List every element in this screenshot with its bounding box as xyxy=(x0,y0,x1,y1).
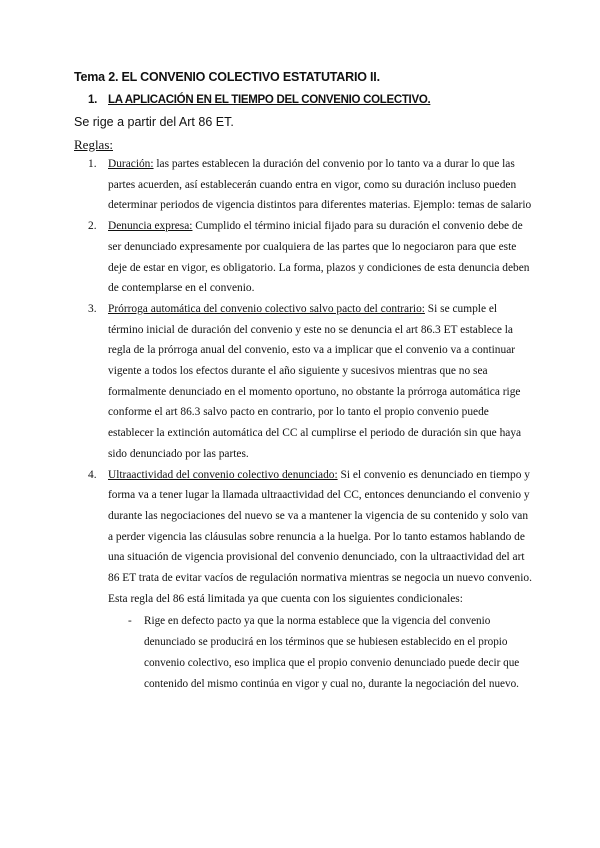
rule-item-1 xyxy=(88,154,533,216)
rule-term: Denuncia expresa: xyxy=(108,220,193,233)
rule-text: Cumplido el término inicial fijado para su duración el convenio debe de ser denunciado expresamente por cualquiera de las partes que lo negociaron para que este deje de estar en vigor, es obligatorio. La forma, plazos y condiciones de esta denuncia deben de contemplarse en el convenio. xyxy=(108,220,530,295)
rule-term: Ultraactividad del convenio colectivo denunciado: xyxy=(108,468,338,481)
rule-text: Si el convenio es denunciado en tiempo y forma va a tener lugar la llamada ultraactividad del CC, entonces denunciando el convenio y durante las negociaciones del nuevo se va a mantener la vigencia de su contenido y solo van a perder vigencia las cláusulas sobre renuncia a la huelga. Por lo tanto estamos hablando de una situación de vigencia provisional del convenio denunciado, con la ultraactividad del art 86 ET trata de evitar vacíos de regulación normativa mientras se negocia un nuevo convenio. Esta regla del 86 está limitada ya que cuenta con los siguientes condicionales: xyxy=(108,468,532,605)
rule-term: Duración: xyxy=(108,158,154,170)
dash-bullet: - xyxy=(128,615,132,628)
rule-text: Si se cumple el término inicial de duración del convenio y este no se denuncia el art 86.3 ET establece la regla de la prórroga anual del convenio, esto va a implicar que el convenio va a continuar vigente a todos los efectos durante el año siguiente y sucesivos mientras que no sea formalmente denunciado en el momento oportuno, no obstante la prórroga automática rige conforme el art 86.3 salvo pacto en contrario, por lo tanto el propio convenio puede establecer la extinción automática del CC al cumplirse el periodo de duración sin que haya sido denunciado por las partes. xyxy=(108,302,522,460)
section-heading-text: LA APLICACIÓN EN EL TIEMPO DEL CONVENIO COLECTIVO. xyxy=(108,94,431,106)
rule-item-3 xyxy=(88,299,533,465)
rule-text: las partes establecen la duración del convenio por lo tanto va a durar lo que las partes acuerden, así establecerán cuando entra en vigor, como su duración incluso pueden determinar periodos de vigencia distintos para diferentes materias. Ejemplo: temas de salario xyxy=(108,158,532,212)
rule-item-2 xyxy=(88,216,533,299)
rule-number: 4. xyxy=(88,468,97,481)
intro-text: Se rige a partir del Art 86 ET. xyxy=(74,115,234,129)
rule-number: 3. xyxy=(88,302,97,315)
document-title: Tema 2. EL CONVENIO COLECTIVO ESTATUTARIO II. xyxy=(74,70,380,84)
sub-item-text: Rige en defecto pacto ya que la norma establece que la vigencia del convenio denunciado se producirá en los términos que se hubiesen establecido en el propio convenio colectivo, eso implica que el propio convenio denunciado puede decir que contenido del mismo continúa en vigor y cual no, durante la negociación del nuevo. xyxy=(144,615,520,690)
rules-label: Reglas: xyxy=(74,137,113,152)
sub-item xyxy=(88,611,533,694)
rule-item-4 xyxy=(88,465,533,610)
section-number: 1. xyxy=(88,94,97,106)
rule-number: 2. xyxy=(88,220,97,233)
rule-term: Prórroga automática del convenio colectivo salvo pacto del contrario: xyxy=(108,302,425,315)
rules-list xyxy=(88,154,533,694)
rule-number: 1. xyxy=(88,158,97,170)
section-heading xyxy=(88,94,430,106)
